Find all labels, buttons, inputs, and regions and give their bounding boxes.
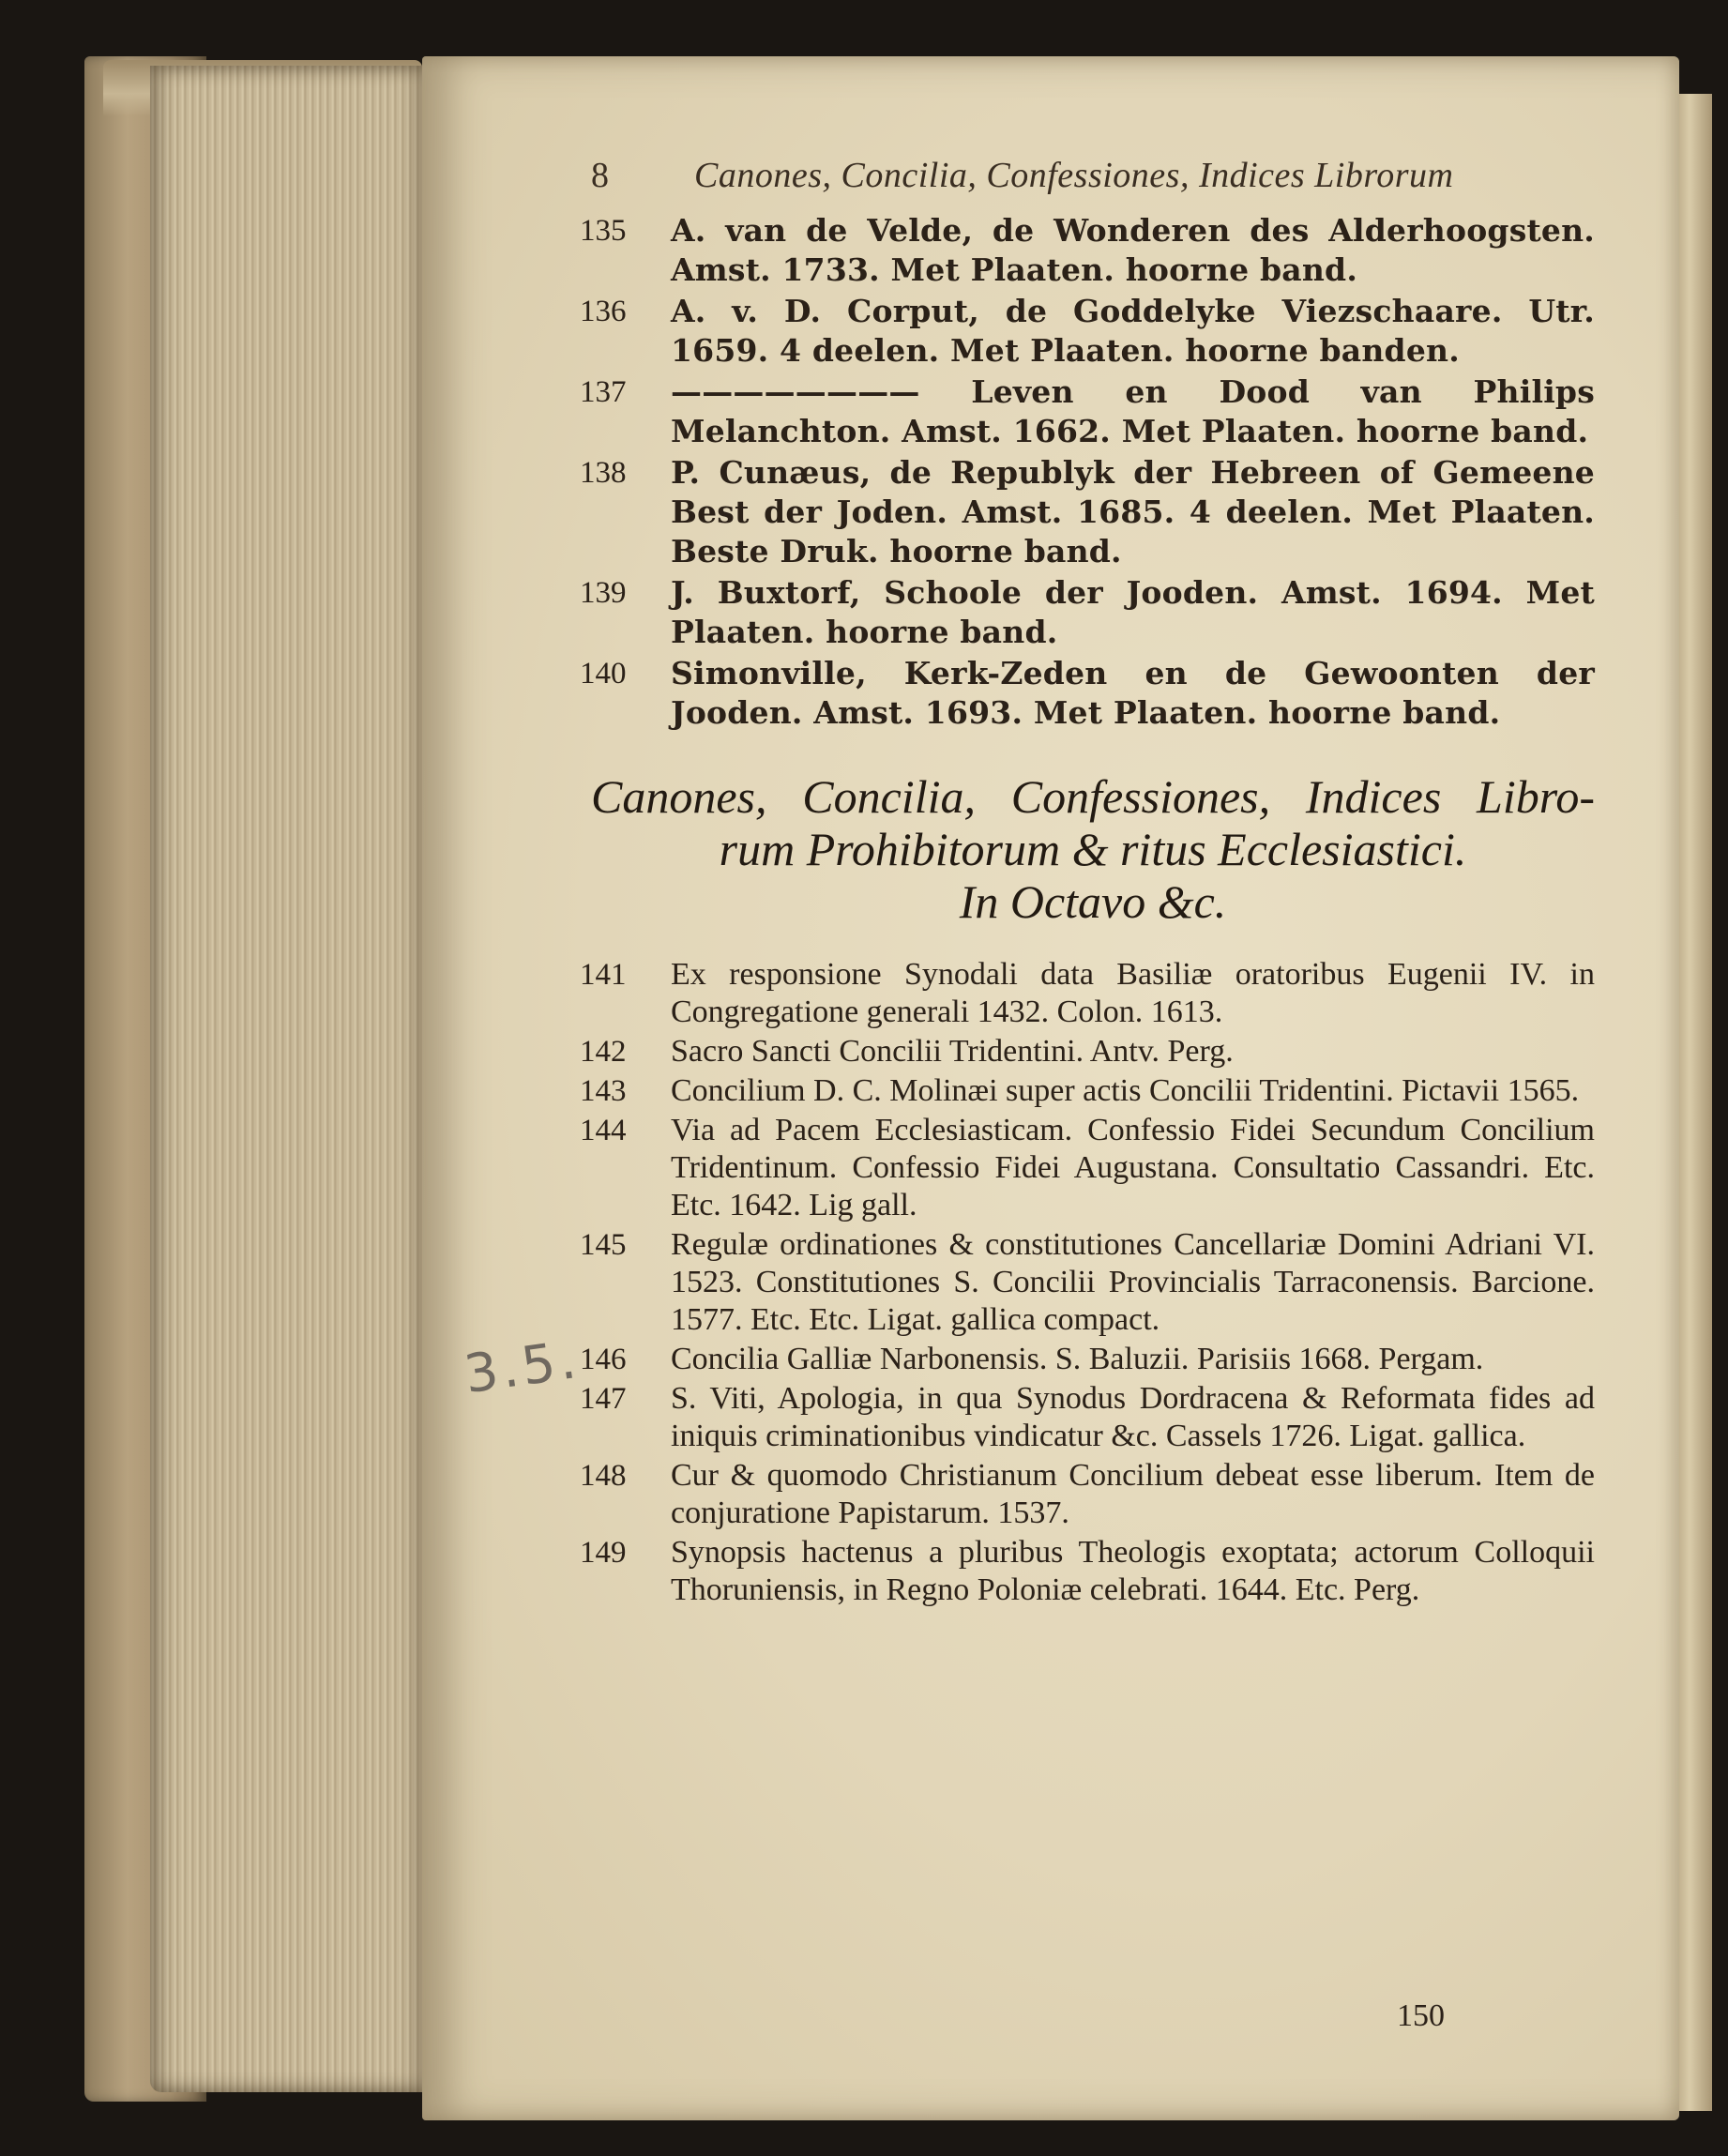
next-page-edge xyxy=(1675,94,1712,2111)
entry-text: Simonville, Kerk-Zeden en de Gewoonten der Jooden. Amst. 1693. Met Plaaten. hoorne band. xyxy=(671,655,1595,731)
entry-text: Cur & quomodo Christianum Concilium debeat esse liberum. Item de conjuratione Papistarum. 1537. xyxy=(671,1458,1595,1530)
entry-number: 146 xyxy=(580,1343,627,1376)
running-head-page-number: 8 xyxy=(591,156,609,195)
catalog-entry xyxy=(580,956,1595,1031)
entry-text: A. v. D. Corput, de Goddelyke Viezschaare. Utr. 1659. 4 deelen. Met Plaaten. hoorne banden. xyxy=(671,293,1595,369)
catalog-entry xyxy=(580,453,1595,571)
entry-text: Concilium D. C. Molinæi super actis Concilii Tridentini. Pictavii 1565. xyxy=(671,1073,1580,1108)
catalog-entry xyxy=(580,1380,1595,1455)
latin-entries xyxy=(580,956,1595,1609)
section-heading xyxy=(591,770,1595,928)
entry-number: 144 xyxy=(580,1114,627,1147)
entry-number: 137 xyxy=(580,375,627,409)
entry-text: Regulæ ordinationes & constitutiones Cancellariæ Domini Adriani VI. 1523. Constitutiones S. Concilii Provincialis Tarraconensis. Barcione. 1577. Etc. Etc. Ligat. gallica compact. xyxy=(671,1227,1595,1337)
catalog-entry xyxy=(580,1226,1595,1339)
catalog-entry xyxy=(580,1534,1595,1609)
entry-text: Ex responsione Synodali data Basiliæ oratoribus Eugenii IV. in Congregatione generali 1432. Colon. 1613. xyxy=(671,957,1595,1029)
entry-text: Sacro Sancti Concilii Tridentini. Antv. Perg. xyxy=(671,1034,1234,1069)
entry-text: Via ad Pacem Ecclesiasticam. Confessio Fidei Secundum Concilium Tridentinum. Confessio Fidei Augustana. Consultatio Cassandri. Etc. Etc. 1642. Lig gall. xyxy=(671,1113,1595,1222)
entry-number: 141 xyxy=(580,958,627,992)
catalog-entry xyxy=(580,654,1595,733)
entry-number: 142 xyxy=(580,1035,627,1069)
entry-text: J. Buxtorf, Schoole der Jooden. Amst. 1694. Met Plaaten. hoorne band. xyxy=(671,574,1595,650)
entry-text: ———————— Leven en Dood van Philips Melanchton. Amst. 1662. Met Plaaten. hoorne band. xyxy=(671,373,1595,449)
entry-text: S. Viti, Apologia, in qua Synodus Dordracena & Reformata fides ad iniquis criminationibus vindicatur &c. Cassels 1726. Ligat. gallica. xyxy=(671,1381,1595,1453)
catalog-entry xyxy=(580,1072,1595,1110)
catalog-entry xyxy=(580,372,1595,451)
entry-number: 138 xyxy=(580,456,627,490)
entry-number: 143 xyxy=(580,1074,627,1108)
entry-number: 147 xyxy=(580,1382,627,1416)
page-content xyxy=(580,155,1595,2033)
catalog-entry xyxy=(580,1033,1595,1070)
entry-text: Synopsis hactenus a pluribus Theologis exoptata; actorum Colloquii Thoruniensis, in Regno Poloniæ celebrati. 1644. Etc. Perg. xyxy=(671,1535,1595,1607)
entry-number: 145 xyxy=(580,1228,627,1262)
entry-text: A. van de Velde, de Wonderen des Alderhoogsten. Amst. 1733. Met Plaaten. hoorne band. xyxy=(671,212,1595,288)
entry-number: 136 xyxy=(580,295,627,328)
catalog-entry xyxy=(580,573,1595,652)
entry-number: 135 xyxy=(580,214,627,248)
entry-number: 140 xyxy=(580,657,627,691)
section-heading-line: Canones, Concilia, Confessiones, Indices Libro- xyxy=(591,770,1595,823)
folio-signature: 150 xyxy=(1397,1998,1445,2033)
catalog-entry xyxy=(580,1457,1595,1532)
entry-number: 139 xyxy=(580,576,627,610)
running-head-title: Canones, Concilia, Confessiones, Indices Librorum xyxy=(694,156,1454,195)
catalog-entry xyxy=(580,292,1595,371)
page-stack xyxy=(150,66,432,2092)
section-heading-line: In Octavo &c. xyxy=(959,875,1227,928)
entry-text: Concilia Galliæ Narbonensis. S. Baluzii. Parisiis 1668. Pergam. xyxy=(671,1342,1484,1376)
dutch-entries xyxy=(580,211,1595,733)
entry-number: 149 xyxy=(580,1536,627,1570)
catalog-entry xyxy=(580,1112,1595,1224)
section-heading-line: rum Prohibitorum & ritus Ecclesiastici. xyxy=(719,823,1467,875)
handwritten-margin-note: 3.5. xyxy=(461,1329,584,1406)
catalog-entry xyxy=(580,211,1595,290)
running-head xyxy=(591,155,1595,211)
catalog-entry xyxy=(580,1341,1595,1378)
entry-number: 148 xyxy=(580,1459,627,1493)
entry-text: P. Cunæus, de Republyk der Hebreen of Gemeene Best der Joden. Amst. 1685. 4 deelen. Met Plaaten. Beste Druk. hoorne band. xyxy=(671,454,1595,569)
